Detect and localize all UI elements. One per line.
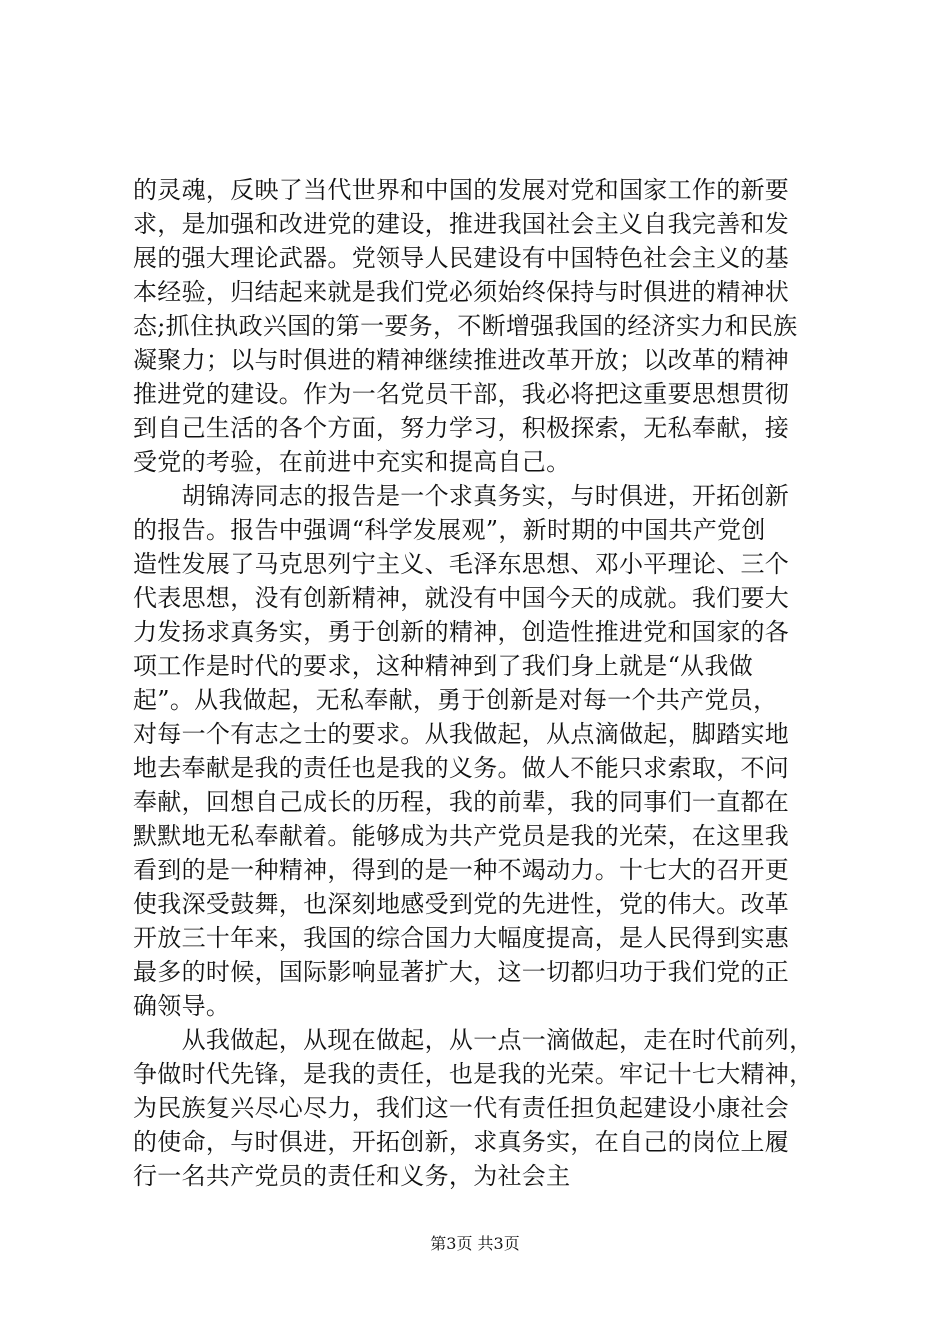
text-line: 的使命，与时俱进，开拓创新，求真务实，在自己的岗位上履 xyxy=(133,1128,790,1156)
text-line: 为民族复兴尽心尽力，我们这一代有责任担负起建设小康社会 xyxy=(133,1094,790,1122)
text-line: 态;抓住执政兴国的第一要务，不断增强我国的经济实力和民族 xyxy=(133,312,798,340)
text-line: 确领导。 xyxy=(133,992,231,1020)
text-line: 开放三十年来，我国的综合国力大幅度提高，是人民得到实惠 xyxy=(133,924,790,952)
text-line: 展的强大理论武器。党领导人民建设有中国特色社会主义的基 xyxy=(133,244,790,272)
text-line: 项工作是时代的要求，这种精神到了我们身上就是“从我做 xyxy=(133,652,754,680)
text-line: 最多的时候，国际影响显著扩大，这一切都归功于我们党的正 xyxy=(133,958,790,986)
text-line: 的灵魂，反映了当代世界和中国的发展对党和国家工作的新要 xyxy=(133,176,790,204)
text-line: 力发扬求真务实，勇于创新的精神，创造性推进党和国家的各 xyxy=(133,618,790,646)
text-line: 代表思想，没有创新精神，就没有中国今天的成就。我们要大 xyxy=(133,584,790,612)
text-line: 对每一个有志之士的要求。从我做起，从点滴做起，脚踏实地 xyxy=(133,720,790,748)
text-line: 默默地无私奉献着。能够成为共产党员是我的光荣，在这里我 xyxy=(133,822,790,850)
text-line: 争做时代先锋，是我的责任，也是我的光荣。牢记十七大精神， xyxy=(133,1060,814,1088)
page-number-footer: 第3页 共3页 xyxy=(430,1234,520,1253)
text-line: 造性发展了马克思列宁主义、毛泽东思想、邓小平理论、三个 xyxy=(133,550,790,578)
body-text xyxy=(133,173,853,1193)
text-line: 的报告。报告中强调“科学发展观”，新时期的中国共产党创 xyxy=(133,516,766,544)
text-line: 奉献，回想自己成长的历程，我的前辈，我的同事们一直都在 xyxy=(133,788,790,816)
text-line: 受党的考验，在前进中充实和提高自己。 xyxy=(133,448,571,476)
text-line: 地去奉献是我的责任也是我的义务。做人不能只求索取，不问 xyxy=(133,754,790,782)
text-line: 本经验，归结起来就是我们党必须始终保持与时俱进的精神状 xyxy=(133,278,790,306)
text-line: 行一名共产党员的责任和义务，为社会主 xyxy=(133,1162,571,1190)
text-line: 到自己生活的各个方面，努力学习，积极探索，无私奉献，接 xyxy=(133,414,790,442)
text-line: 看到的是一种精神，得到的是一种不竭动力。十七大的召开更 xyxy=(133,856,790,884)
text-line: 推进党的建设。作为一名党员干部，我必将把这重要思想贯彻 xyxy=(133,380,790,408)
text-line: 求，是加强和改进党的建设，推进我国社会主义自我完善和发 xyxy=(133,210,790,238)
text-line: 胡锦涛同志的报告是一个求真务实，与时俱进，开拓创新 xyxy=(133,482,790,510)
text-line: 凝聚力；以与时俱进的精神继续推进改革开放；以改革的精神 xyxy=(133,346,790,374)
text-line: 从我做起，从现在做起，从一点一滴做起，走在时代前列， xyxy=(133,1026,814,1054)
text-line: 起”。从我做起，无私奉献，勇于创新是对每一个共产党员， xyxy=(133,686,778,714)
text-line: 使我深受鼓舞，也深刻地感受到党的先进性，党的伟大。改革 xyxy=(133,890,790,918)
